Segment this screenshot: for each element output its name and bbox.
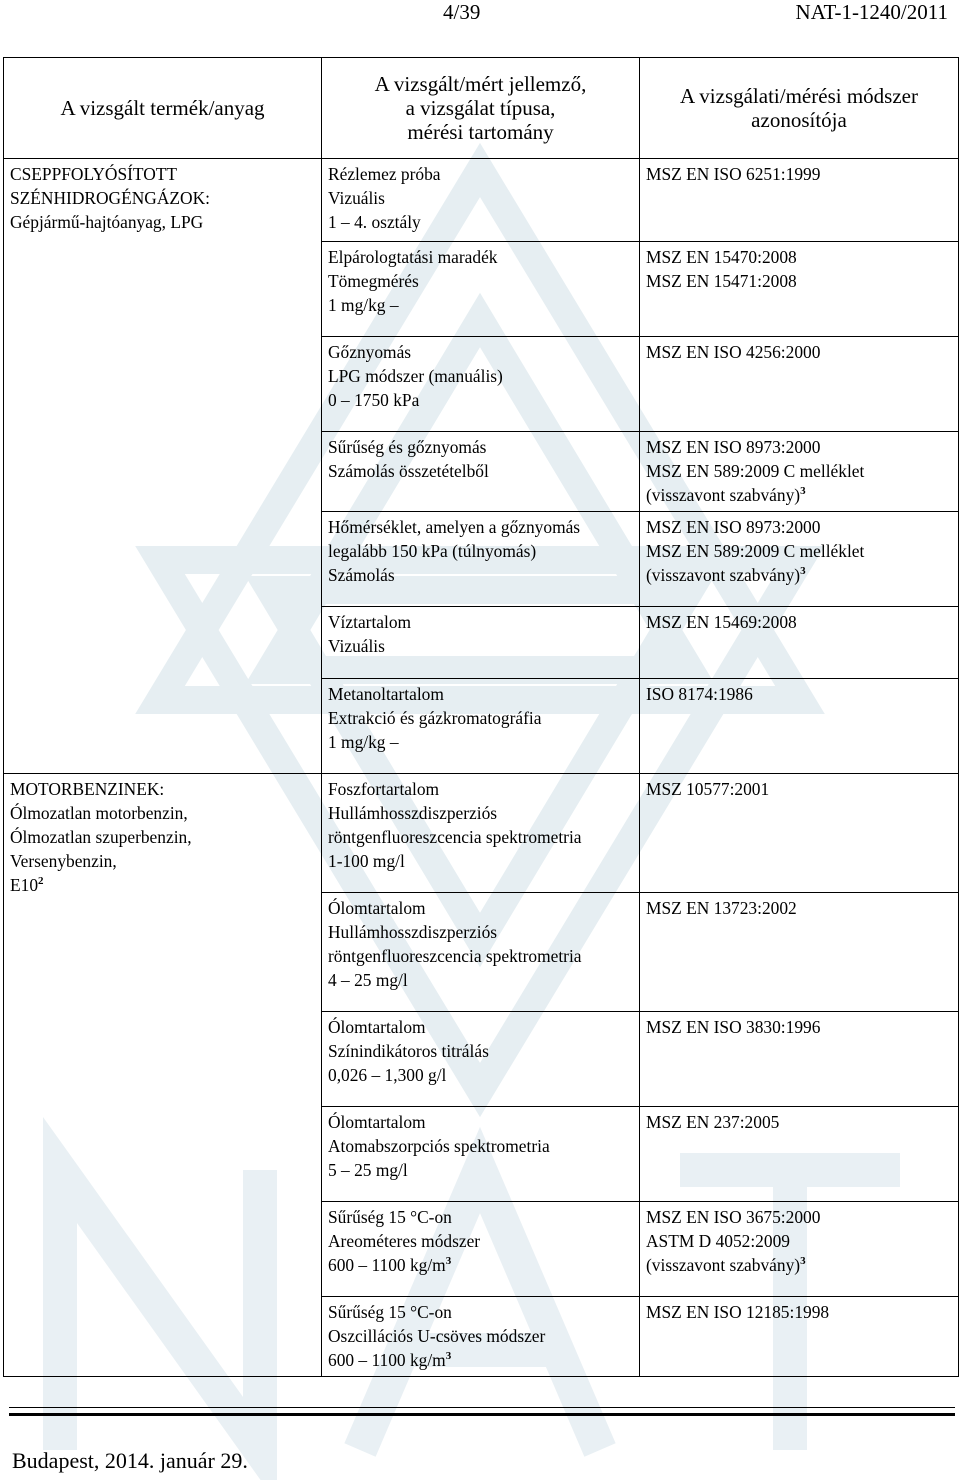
- method-cell: MSZ EN 15470:2008 MSZ EN 15471:2008: [640, 242, 959, 337]
- method-cell: MSZ EN 15469:2008: [640, 607, 959, 679]
- characteristic-cell: Sűrűség 15 °C-on Areométeres módszer 600 – 1100 $kg/m^3$: [322, 1202, 640, 1297]
- product-cell-motor-gasoline: MOTORBENZINEK: Ólmozatlan motorbenzin, Ólmozatlan szuperbenzin, Versenybenzin, $E10^2$: [4, 774, 322, 1377]
- table-row: [4, 774, 959, 893]
- column-header-characteristic: A vizsgált/mért jellemző, a vizsgálat típusa, mérési tartomány: [322, 58, 640, 159]
- table-header-row: [4, 58, 959, 159]
- method-cell: MSZ EN ISO 3830:1996: [640, 1012, 959, 1107]
- method-cell: MSZ EN ISO 3675:2000 ASTM D 4052:2009 (visszavont szabvány)$^3$: [640, 1202, 959, 1297]
- page-number: 4/39: [443, 0, 481, 24]
- method-cell: ISO 8174:1986: [640, 679, 959, 774]
- document-id: NAT-1-1240/2011: [795, 0, 948, 24]
- footnote-marker: 2: [38, 875, 44, 888]
- column-header-product: A vizsgált termék/anyag: [4, 58, 322, 159]
- footer-date: Budapest, 2014. január 29.: [12, 1448, 248, 1473]
- method-cell: MSZ EN ISO 8973:2000 MSZ EN 589:2009 C melléklet (visszavont szabvány)$^3$: [640, 432, 959, 512]
- table-row: [4, 159, 959, 242]
- superscript-3: 3: [445, 1350, 452, 1363]
- characteristic-cell: Elpárologtatási maradék Tömegmérés 1 mg/kg –: [322, 242, 640, 337]
- accreditation-table: [3, 57, 959, 1377]
- characteristic-cell: Sűrűség 15 °C-on Oszcillációs U-csöves módszer 600 – 1100 $kg/m^3$: [322, 1297, 640, 1377]
- characteristic-cell: Sűrűség és gőznyomás Számolás összetételből: [322, 432, 640, 512]
- footer-divider-thin: [9, 1407, 955, 1408]
- superscript-3: 3: [445, 1255, 452, 1268]
- product-cell-lpg: CSEPPFOLYÓSÍTOTT SZÉNHIDROGÉNGÁZOK: Gépjármű-hajtóanyag, LPG: [4, 159, 322, 774]
- characteristic-cell: Hőmérséklet, amelyen a gőznyomás legalább 150 kPa (túlnyomás) Számolás: [322, 512, 640, 607]
- characteristic-cell: Ólomtartalom Színindikátoros titrálás 0,026 – 1,300 g/l: [322, 1012, 640, 1107]
- footnote-marker: 3: [800, 485, 806, 498]
- characteristic-cell: Ólomtartalom Atomabszorpciós spektrometria 5 – 25 mg/l: [322, 1107, 640, 1202]
- method-cell: MSZ EN ISO 12185:1998: [640, 1297, 959, 1377]
- method-cell: MSZ EN ISO 8973:2000 MSZ EN 589:2009 C melléklet (visszavont szabvány)$^3$: [640, 512, 959, 607]
- characteristic-cell: Metanoltartalom Extrakció és gázkromatográfia 1 mg/kg –: [322, 679, 640, 774]
- method-cell: MSZ EN 237:2005: [640, 1107, 959, 1202]
- characteristic-cell: Gőznyomás LPG módszer (manuális) 0 – 1750 kPa: [322, 337, 640, 432]
- column-header-method: A vizsgálati/mérési módszer azonosítója: [640, 58, 959, 159]
- method-cell: MSZ EN 13723:2002: [640, 893, 959, 1012]
- characteristic-cell: Foszfortartalom Hullámhosszdiszperziós röntgenfluoreszcencia spektrometria 1-100 mg/l: [322, 774, 640, 893]
- characteristic-cell: Víztartalom Vizuális: [322, 607, 640, 679]
- footer-divider-thick: [9, 1413, 955, 1416]
- method-cell: MSZ 10577:2001: [640, 774, 959, 893]
- method-cell: MSZ EN ISO 6251:1999: [640, 159, 959, 242]
- characteristic-cell: Rézlemez próba Vizuális 1 – 4. osztály: [322, 159, 640, 242]
- method-cell: MSZ EN ISO 4256:2000: [640, 337, 959, 432]
- characteristic-cell: Ólomtartalom Hullámhosszdiszperziós röntgenfluoreszcencia spektrometria 4 – 25 mg/l: [322, 893, 640, 1012]
- footnote-marker: 3: [800, 565, 806, 578]
- footnote-marker: 3: [800, 1255, 806, 1268]
